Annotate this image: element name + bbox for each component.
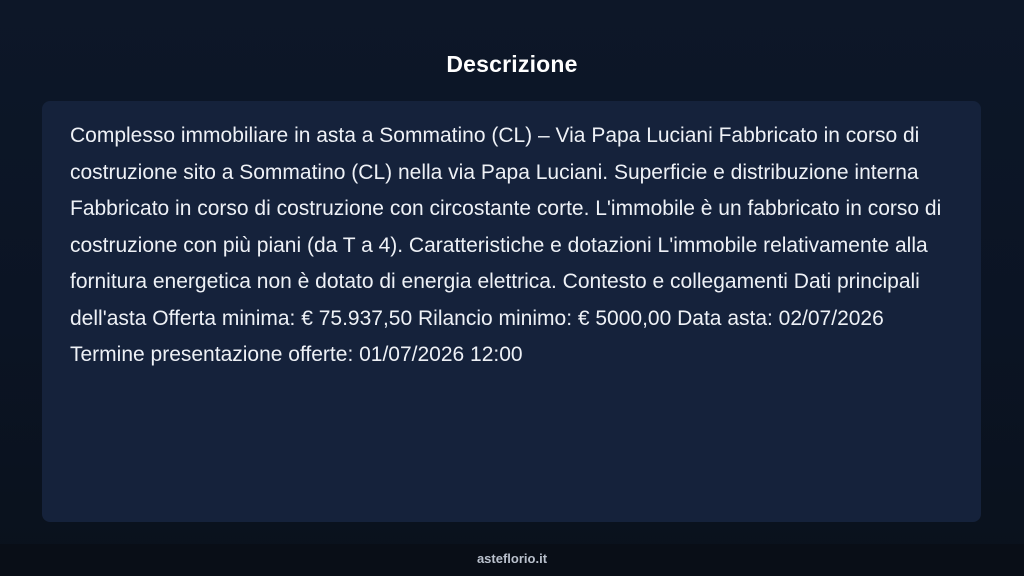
description-card bbox=[42, 101, 981, 522]
footer-brand: asteflorio.it bbox=[476, 551, 548, 566]
description-text: Complesso immobiliare in asta a Sommatino (CL) – Via Papa Luciani Fabbricato in corso di costruzione sito a Sommatino (CL) nella via Papa Luciani. Superficie e distribuzione interna Fabbricato in corso di costruzione con circostante corte. L'immobile è un fabbricato in corso di costruzione con più piani (da T a 4). Caratteristiche e dotazioni L'immobile relativamente alla fornitura energetica non è dotato di energia elettrica. Contesto e collegamenti Dati principali dell'asta Offerta minima: € 75.937,50 Rilancio minimo: € 5000,00 Data asta: 02/07/2026 Termine presentazione offerte: 01/07/2026 12:00 bbox=[70, 124, 942, 366]
page-title: Descrizione bbox=[446, 51, 578, 77]
